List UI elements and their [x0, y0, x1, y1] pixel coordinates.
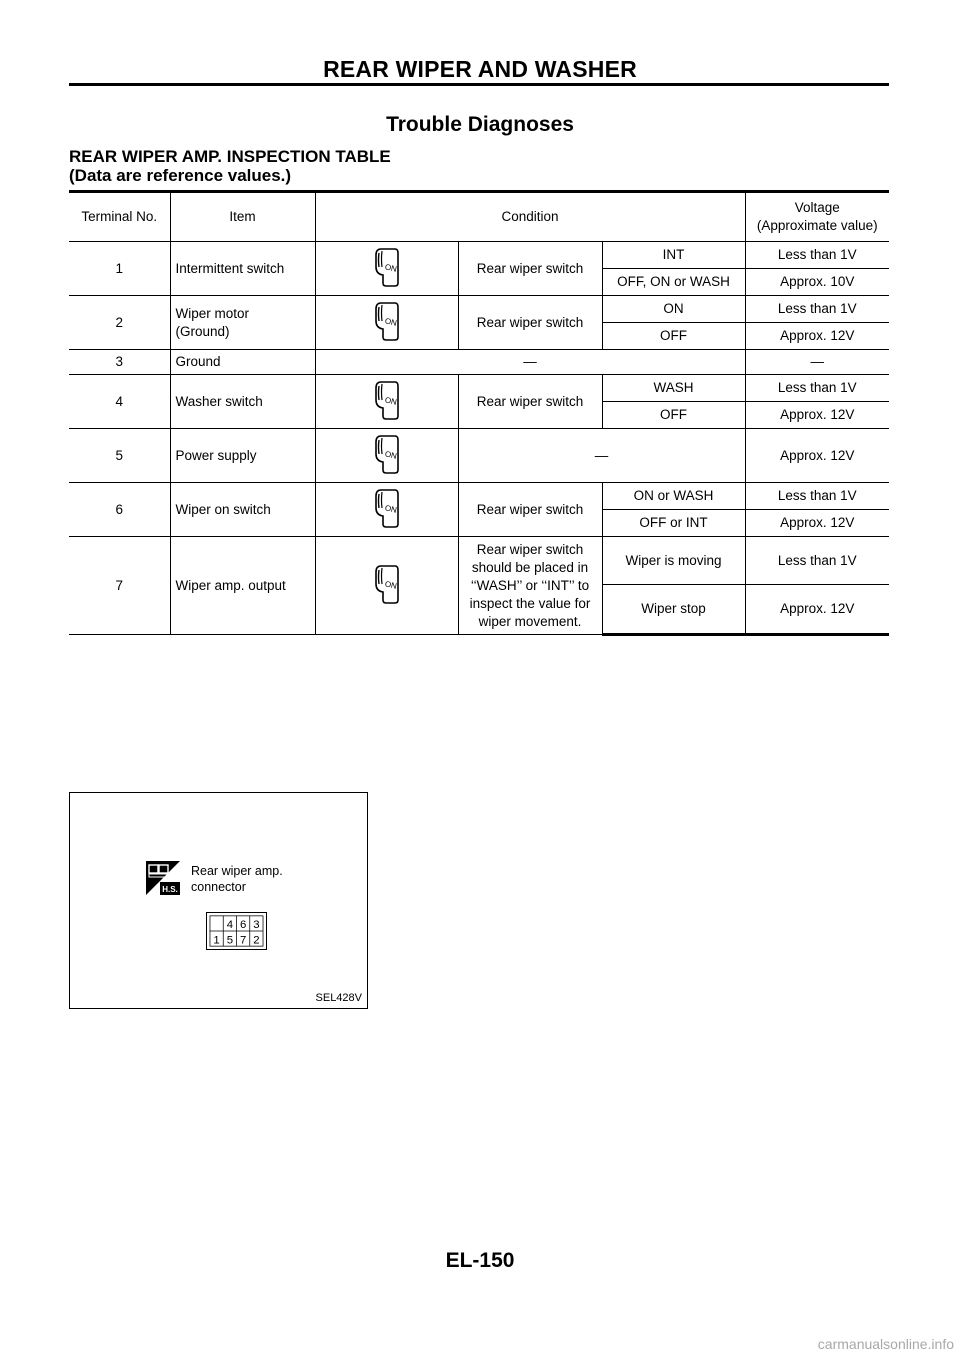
condition-cell: Rear wiper switch: [458, 375, 602, 429]
header-voltage-line2: (Approximate value): [756, 218, 878, 233]
item-cell: Wiper on switch: [170, 483, 315, 537]
svg-text:5: 5: [226, 934, 234, 947]
condition-line: Rear wiper switch: [476, 541, 584, 557]
state-cell: Wiper is moving: [602, 537, 745, 585]
condition-cell: Rear wiper switch: [458, 483, 602, 537]
svg-text:ON: ON: [383, 503, 398, 515]
ignition-key-on-icon: [315, 429, 458, 483]
voltage-cell: Approx. 12V: [745, 510, 889, 537]
svg-text:3: 3: [253, 919, 260, 932]
voltage-cell: Less than 1V: [745, 296, 889, 323]
item-line1: Wiper motor: [175, 305, 250, 321]
voltage-cell: Approx. 12V: [745, 402, 889, 429]
header-rule: [69, 83, 889, 86]
item-cell: Ground: [170, 350, 315, 375]
ignition-key-on-icon: [315, 375, 458, 429]
state-cell: OFF, ON or WASH: [602, 269, 745, 296]
voltage-cell: Approx. 12V: [745, 585, 889, 635]
condition-line: should be placed in: [471, 559, 589, 575]
voltage-cell: Less than 1V: [745, 537, 889, 585]
svg-text:4: 4: [226, 919, 234, 932]
item-cell: [170, 296, 315, 350]
table-row: [69, 429, 889, 483]
item-line2: (Ground): [175, 323, 230, 339]
header-voltage: [745, 192, 889, 242]
condition-cell: —: [315, 350, 745, 375]
inspection-table: [69, 190, 889, 636]
header-voltage-line1: Voltage: [794, 200, 840, 215]
harness-side-connector-icon: [146, 861, 180, 895]
voltage-cell: Less than 1V: [745, 242, 889, 269]
svg-text:ON: ON: [383, 579, 398, 591]
condition-cell: Rear wiper switch: [458, 296, 602, 350]
state-cell: OFF: [602, 323, 745, 350]
state-cell: ON or WASH: [602, 483, 745, 510]
state-cell: OFF: [602, 402, 745, 429]
table-row: [69, 483, 889, 510]
terminal-cell: 5: [69, 429, 170, 483]
svg-text:ON: ON: [383, 316, 398, 328]
terminal-cell: 6: [69, 483, 170, 537]
table-row: [69, 537, 889, 585]
figure-ref-code: SEL428V: [315, 992, 362, 1004]
voltage-cell: —: [745, 350, 889, 375]
condition-line: wiper movement.: [478, 613, 582, 629]
item-cell: Power supply: [170, 429, 315, 483]
state-cell: OFF or INT: [602, 510, 745, 537]
ignition-key-on-icon: [315, 483, 458, 537]
ignition-key-on-icon: [315, 242, 458, 296]
connector-label-line1: Rear wiper amp.: [191, 864, 283, 878]
header-terminal: Terminal No.: [69, 192, 170, 242]
header-item: Item: [170, 192, 315, 242]
state-cell: WASH: [602, 375, 745, 402]
connector-pin-grid: [206, 912, 267, 950]
state-cell: INT: [602, 242, 745, 269]
connector-label: [191, 863, 283, 895]
svg-text:2: 2: [253, 934, 260, 947]
section-title: Trouble Diagnoses: [386, 113, 574, 136]
item-cell: Wiper amp. output: [170, 537, 315, 635]
voltage-cell: Approx. 12V: [745, 429, 889, 483]
ignition-key-on-icon: [315, 296, 458, 350]
condition-line: inspect the value for: [469, 595, 591, 611]
table-row: [69, 350, 889, 375]
svg-text:1: 1: [213, 934, 220, 947]
ignition-key-on-icon: [315, 537, 458, 635]
table-row: [69, 242, 889, 269]
table-title: [69, 147, 391, 185]
terminal-cell: 3: [69, 350, 170, 375]
table-row: [69, 375, 889, 402]
condition-cell: —: [458, 429, 745, 483]
terminal-cell: 4: [69, 375, 170, 429]
svg-text:ON: ON: [383, 449, 398, 461]
voltage-cell: Approx. 10V: [745, 269, 889, 296]
page-number: EL-150: [445, 1249, 515, 1272]
table-header-row: [69, 192, 889, 242]
condition-cell: [458, 537, 602, 635]
voltage-cell: Less than 1V: [745, 375, 889, 402]
watermark: carmanualsonline.info: [817, 1336, 954, 1352]
svg-text:6: 6: [239, 919, 247, 932]
condition-line: ‘‘WASH’’ or ‘‘INT’’ to: [470, 577, 590, 593]
state-cell: Wiper stop: [602, 585, 745, 635]
item-cell: Intermittent switch: [170, 242, 315, 296]
svg-text:H.S.: H.S.: [162, 885, 178, 894]
voltage-cell: Less than 1V: [745, 483, 889, 510]
table-title-line2: (Data are reference values.): [69, 166, 292, 185]
table-row: [69, 296, 889, 323]
terminal-cell: 7: [69, 537, 170, 635]
voltage-cell: Approx. 12V: [745, 323, 889, 350]
svg-text:7: 7: [239, 934, 247, 947]
condition-cell: Rear wiper switch: [458, 242, 602, 296]
header-condition: Condition: [315, 192, 745, 242]
connector-label-line2: connector: [191, 880, 246, 894]
svg-text:ON: ON: [383, 262, 398, 274]
svg-text:ON: ON: [383, 395, 398, 407]
state-cell: ON: [602, 296, 745, 323]
connector-figure: [69, 792, 368, 1009]
table-title-line1: REAR WIPER AMP. INSPECTION TABLE: [69, 147, 391, 166]
terminal-cell: 2: [69, 296, 170, 350]
item-cell: Washer switch: [170, 375, 315, 429]
terminal-cell: 1: [69, 242, 170, 296]
page-header-title: REAR WIPER AND WASHER: [323, 56, 637, 82]
